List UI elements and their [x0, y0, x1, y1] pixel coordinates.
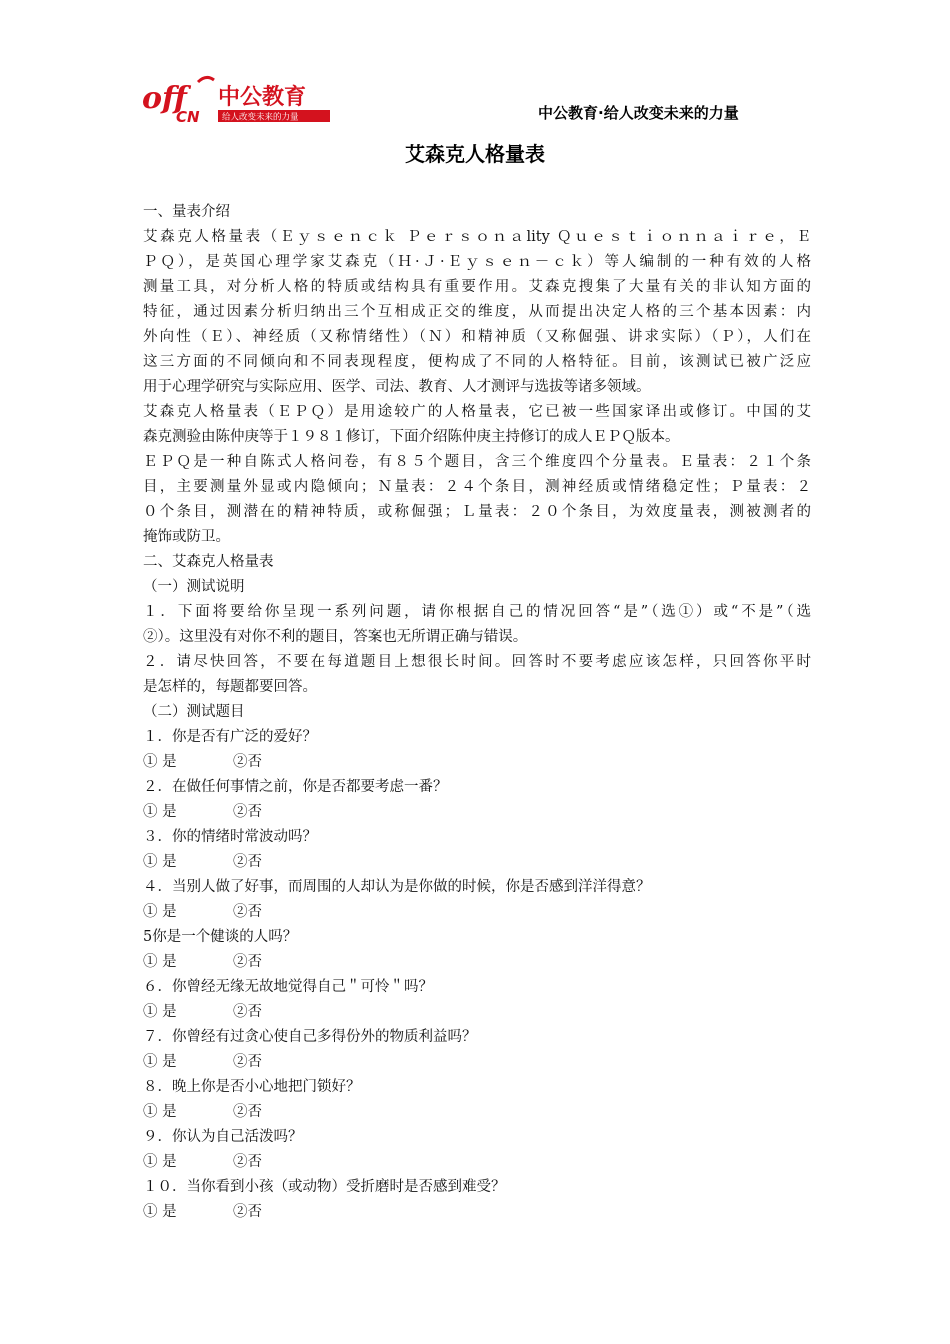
intro-paragraph-line: 艾森克人格量表（Ｅｙｓｅｎｃｋ Ｐｅｒｓｏｎａlity Ｑｕｅｓｔｉｏｎｎａｉｒｅ，Ｅ [143, 229, 811, 245]
option-yes[interactable]: ① 是 [143, 1204, 177, 1220]
intro-paragraph-line: ０个条目，测潜在的精神特质，或称倔强；Ｌ量表：２０个条目，为效度量表，测被测者的 [143, 504, 811, 520]
instruction-line: １．下面将要给你呈现一系列问题，请你根据自己的情况回答“是”（选①）或“不是”（选 [143, 604, 811, 620]
option-no[interactable]: ②否 [233, 1004, 262, 1020]
intro-paragraph-line: 特征，通过因素分析归纳出三个互相成正交的维度，从而提出决定人格的三个基本因素：内 [143, 304, 811, 320]
document-title: 艾森克人格量表 [405, 142, 545, 166]
instruction-line: ②）。这里没有对你不利的题目，答案也无所谓正确与错误。 [143, 629, 528, 645]
question-text: ４．当别人做了好事，而周围的人却认为是你做的时候，你是否感到洋洋得意？ [143, 879, 651, 895]
question-text: ２．在做任何事情之前，你是否都要考虑一番？ [143, 779, 448, 795]
answer-options [143, 1150, 811, 1175]
option-no[interactable]: ②否 [233, 1154, 262, 1170]
company-logo [140, 74, 340, 126]
question-text: ７．你曾经有过贪心使自己多得份外的物质利益吗？ [143, 1029, 477, 1045]
intro-paragraph-line: 掩饰或防卫。 [143, 529, 230, 545]
answer-options [143, 1200, 811, 1225]
subsection-heading: （二）测试题目 [143, 704, 245, 720]
option-no[interactable]: ②否 [233, 954, 262, 970]
option-yes[interactable]: ① 是 [143, 754, 177, 770]
header-slogan: 中公教育·给人改变未来的力量 [538, 104, 739, 122]
question-text: ６．你曾经无缘无故地觉得自己＂可怜＂吗？ [143, 979, 433, 995]
answer-options [143, 1050, 811, 1075]
intro-paragraph-line: 用于心理学研究与实际应用、医学、司法、教育、人才测评与选拔等诸多领域。 [143, 379, 651, 395]
intro-paragraph-line: 目，主要测量外显或内隐倾向；Ｎ量表：２４个条目，测神经质或情绪稳定性；Ｐ量表：２ [143, 479, 811, 495]
option-no[interactable]: ②否 [233, 1104, 262, 1120]
instruction-line: 是怎样的，每题都要回答。 [143, 679, 317, 695]
answer-options [143, 1100, 811, 1125]
intro-paragraph-line: 艾森克人格量表（ＥＰＱ）是用途较广的人格量表，它已被一些国家译出或修订。中国的艾 [143, 404, 811, 420]
option-yes[interactable]: ① 是 [143, 1154, 177, 1170]
question-text: １．你是否有广泛的爱好？ [143, 729, 317, 745]
intro-paragraph-line: 森克测验由陈仲庚等于１９８１修订，下面介绍陈仲庚主持修订的成人ＥＰＱ版本。 [143, 429, 680, 445]
option-yes[interactable]: ① 是 [143, 804, 177, 820]
answer-options [143, 900, 811, 925]
intro-paragraph-line: ＥＰＱ是一种自陈式人格问卷，有８５个题目，含三个维度四个分量表。Ｅ量表：２１个条 [143, 454, 811, 470]
answer-options [143, 950, 811, 975]
answer-options [143, 850, 811, 875]
intro-paragraph-line: 这三方面的不同倾向和不同表现程度，便构成了不同的人格特征。目前，该测试已被广泛应 [143, 354, 811, 370]
option-no[interactable]: ②否 [233, 754, 262, 770]
option-yes[interactable]: ① 是 [143, 1104, 177, 1120]
option-no[interactable]: ②否 [233, 854, 262, 870]
question-text: 5你是一个健谈的人吗？ [143, 929, 298, 945]
option-yes[interactable]: ① 是 [143, 954, 177, 970]
option-yes[interactable]: ① 是 [143, 1054, 177, 1070]
section-heading: 一、量表介绍 [143, 204, 230, 220]
option-no[interactable]: ②否 [233, 904, 262, 920]
intro-paragraph-line: 外向性（Ｅ）、神经质（又称情绪性）（Ｎ）和精神质（又称倔强、讲求实际）（Ｐ），人们在 [143, 329, 811, 345]
intro-paragraph-line: 测量工具，对分析人格的特质或结构具有重要作用。艾森克搜集了大量有关的非认知方面的 [143, 279, 811, 295]
option-no[interactable]: ②否 [233, 1204, 262, 1220]
answer-options [143, 800, 811, 825]
instruction-line: ２．请尽快回答，不要在每道题目上想很长时间。回答时不要考虑应该怎样，只回答你平时 [143, 654, 811, 670]
question-text: １０．当你看到小孩（或动物）受折磨时是否感到难受？ [143, 1179, 506, 1195]
option-no[interactable]: ②否 [233, 1054, 262, 1070]
option-yes[interactable]: ① 是 [143, 854, 177, 870]
option-no[interactable]: ②否 [233, 804, 262, 820]
subsection-heading: （一）测试说明 [143, 579, 245, 595]
document-body [143, 200, 811, 1225]
svg-text:CN: CN [176, 108, 200, 126]
option-yes[interactable]: ① 是 [143, 1004, 177, 1020]
answer-options [143, 1000, 811, 1025]
logo-text: 中公教育 [218, 85, 307, 110]
logo-subtext: 给人改变未来的力量 [222, 112, 299, 123]
intro-paragraph-line: ＰＱ），是英国心理学家艾森克（Ｈ·Ｊ·Ｅｙｓｅｎ－ｃｋ）等人编制的一种有效的人格 [143, 254, 811, 270]
question-text: ８．晚上你是否小心地把门锁好？ [143, 1079, 361, 1095]
option-yes[interactable]: ① 是 [143, 904, 177, 920]
question-text: ９．你认为自己活泼吗？ [143, 1129, 303, 1145]
svg-text:off: off [142, 81, 187, 116]
question-text: ３．你的情绪时常波动吗？ [143, 829, 317, 845]
answer-options [143, 750, 811, 775]
section-heading: 二、艾森克人格量表 [143, 554, 274, 570]
